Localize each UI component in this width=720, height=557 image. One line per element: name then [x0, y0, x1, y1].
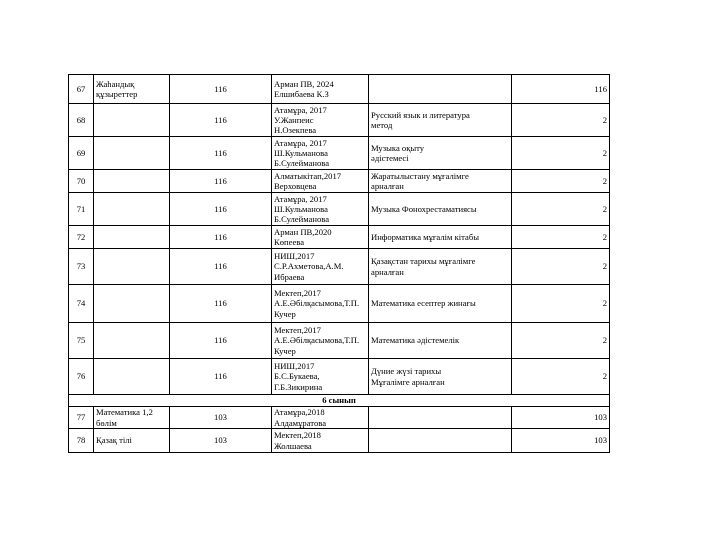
book-title	[369, 226, 512, 249]
book-title-line: Музыка оқыту	[371, 142, 425, 153]
subject-name-line: Қазақ тілі	[96, 435, 132, 446]
subject-name	[94, 75, 170, 104]
book-count: 2	[512, 226, 610, 249]
publisher-author-line: У.Жанпеис	[274, 114, 314, 125]
inventory-table	[68, 74, 610, 453]
book-title	[369, 359, 512, 395]
publisher-author-line: Верховцева	[274, 181, 317, 191]
row-number: 78	[69, 429, 94, 453]
student-count: 116	[170, 359, 272, 395]
subject-name-line: құзыреттер	[96, 89, 138, 99]
publisher-author	[272, 323, 369, 359]
book-count: 2	[512, 249, 610, 285]
book-title-line: Математика әдістемелік	[371, 335, 460, 346]
book-title-line: арналған	[371, 266, 404, 277]
publisher-author-line: Кучер	[274, 345, 296, 356]
publisher-author-line: С.Р.Ахметова,А.М.	[274, 261, 344, 272]
student-count: 103	[170, 429, 272, 453]
book-title-line: Қазақстан тарихы мұғалімге	[371, 256, 476, 267]
publisher-author-line: Атамұра, 2017	[274, 193, 327, 204]
book-title-line: Жаратылыстану мұғалімге	[371, 170, 469, 181]
publisher-author-line: Мектеп,2018	[274, 430, 321, 441]
book-title	[369, 285, 512, 323]
publisher-author-line: НИШ,2017	[274, 251, 315, 262]
publisher-author	[272, 285, 369, 323]
publisher-author-line: Мектеп,2017	[274, 288, 321, 299]
book-title-line: әдістемесі	[371, 153, 409, 163]
publisher-author	[272, 170, 369, 193]
book-title	[369, 137, 512, 170]
publisher-author-line: А.Е.Әбілқасымова,Т.П.	[274, 298, 360, 309]
book-title	[369, 407, 512, 429]
table-row	[69, 249, 610, 285]
book-count: 2	[512, 170, 610, 193]
publisher-author	[272, 359, 369, 395]
publisher-author-line: Алдамұратова	[274, 417, 327, 428]
student-count: 116	[170, 285, 272, 323]
publisher-author	[272, 226, 369, 249]
subject-name	[94, 193, 170, 226]
book-count: 2	[512, 323, 610, 359]
subject-name	[94, 429, 170, 453]
table-body-6th-grade	[69, 407, 610, 453]
book-count: 103	[512, 429, 610, 453]
book-count: 2	[512, 104, 610, 137]
publisher-author-line: НИШ,2017	[274, 361, 315, 372]
book-title-line: Информатика мұғалім кітабы	[371, 231, 479, 242]
row-number: 69	[69, 137, 94, 170]
book-title-line: метод	[371, 120, 393, 130]
book-title-line: арналған	[371, 181, 404, 191]
publisher-author-line: Жолшаева	[274, 440, 312, 451]
publisher-author-line: Арман ПВ, 2024	[274, 78, 334, 89]
publisher-author	[272, 104, 369, 137]
publisher-author	[272, 137, 369, 170]
student-count: 116	[170, 249, 272, 285]
row-number: 71	[69, 193, 94, 226]
book-title-line: Русский язык и литература	[371, 109, 470, 120]
subject-name-line: Жаһандық	[96, 78, 135, 89]
row-number: 75	[69, 323, 94, 359]
table-row	[69, 75, 610, 104]
student-count: 116	[170, 104, 272, 137]
table-row	[69, 323, 610, 359]
row-number: 73	[69, 249, 94, 285]
publisher-author-line: Ш.Кульманова	[274, 203, 328, 214]
book-count: 103	[512, 407, 610, 429]
row-number: 70	[69, 170, 94, 193]
table-row	[69, 285, 610, 323]
section-header	[69, 395, 610, 407]
publisher-author-line: Н.Озекпева	[274, 125, 317, 136]
book-title-line: Математика есептер жинағы	[371, 298, 476, 309]
subject-name	[94, 407, 170, 429]
student-count: 116	[170, 323, 272, 359]
publisher-author-line: Б.Сулейманова	[274, 214, 330, 225]
publisher-author-line: Арман ПВ,2020	[274, 226, 332, 237]
publisher-author-line: А.Е.Әбілқасымова,Т.П.	[274, 335, 360, 346]
publisher-author-line: Мектеп,2017	[274, 325, 321, 336]
subject-name-line: бөлім	[96, 417, 117, 428]
publisher-author-line: Б.Сулейманова	[274, 158, 330, 169]
section-title: 6 сынып	[69, 395, 610, 407]
row-number: 77	[69, 407, 94, 429]
subject-name	[94, 226, 170, 249]
book-title	[369, 249, 512, 285]
publisher-author-line: Кучер	[274, 308, 296, 319]
book-title-line: Мұғалімге арналған	[371, 376, 445, 387]
row-number: 74	[69, 285, 94, 323]
student-count: 116	[170, 137, 272, 170]
table-row	[69, 193, 610, 226]
subject-name	[94, 285, 170, 323]
table-row	[69, 104, 610, 137]
publisher-author-line: Ибраева	[274, 271, 305, 282]
publisher-author-line: Б.С.Букаева,	[274, 371, 320, 382]
subject-name	[94, 359, 170, 395]
book-count: 2	[512, 193, 610, 226]
publisher-author-line: Атамұра, 2017	[274, 137, 327, 148]
publisher-author-line: Атамұра, 2017	[274, 104, 327, 115]
table-row	[69, 137, 610, 170]
publisher-author	[272, 429, 369, 453]
subject-name-line: Математика 1,2	[96, 407, 153, 418]
row-number: 67	[69, 75, 94, 104]
table-row	[69, 429, 610, 453]
row-number: 68	[69, 104, 94, 137]
subject-name	[94, 104, 170, 137]
publisher-author-line: Ш.Кульманова	[274, 147, 328, 158]
publisher-author	[272, 75, 369, 104]
book-title-line: Дүние жүзі тарихы	[371, 366, 442, 377]
table-row	[69, 359, 610, 395]
subject-name	[94, 170, 170, 193]
publisher-author	[272, 249, 369, 285]
table-row	[69, 407, 610, 429]
publisher-author-line: Көпеева	[274, 237, 305, 247]
book-title	[369, 193, 512, 226]
book-count: 2	[512, 137, 610, 170]
publisher-author-line: Елшибаева К.З	[274, 89, 329, 99]
student-count: 116	[170, 193, 272, 226]
book-title	[369, 170, 512, 193]
student-count: 116	[170, 170, 272, 193]
book-title	[369, 75, 512, 104]
book-count: 2	[512, 359, 610, 395]
table-row	[69, 226, 610, 249]
book-title	[369, 104, 512, 137]
subject-name	[94, 249, 170, 285]
subject-name	[94, 137, 170, 170]
book-title	[369, 323, 512, 359]
book-count: 2	[512, 285, 610, 323]
book-title-line: Музыка Фонохрестаматиясы	[371, 203, 477, 214]
student-count: 116	[170, 75, 272, 104]
table-body-5th-grade	[69, 75, 610, 395]
publisher-author	[272, 193, 369, 226]
publisher-author-line: Г.Б.Зикирина	[274, 381, 323, 392]
publisher-author-line: Атамұра,2018	[274, 407, 325, 418]
book-count: 116	[512, 75, 610, 104]
student-count: 103	[170, 407, 272, 429]
student-count: 116	[170, 226, 272, 249]
publisher-author	[272, 407, 369, 429]
book-title	[369, 429, 512, 453]
subject-name	[94, 323, 170, 359]
row-number: 72	[69, 226, 94, 249]
publisher-author-line: Алматыкітап,2017	[274, 170, 342, 181]
table-row	[69, 170, 610, 193]
row-number: 76	[69, 359, 94, 395]
